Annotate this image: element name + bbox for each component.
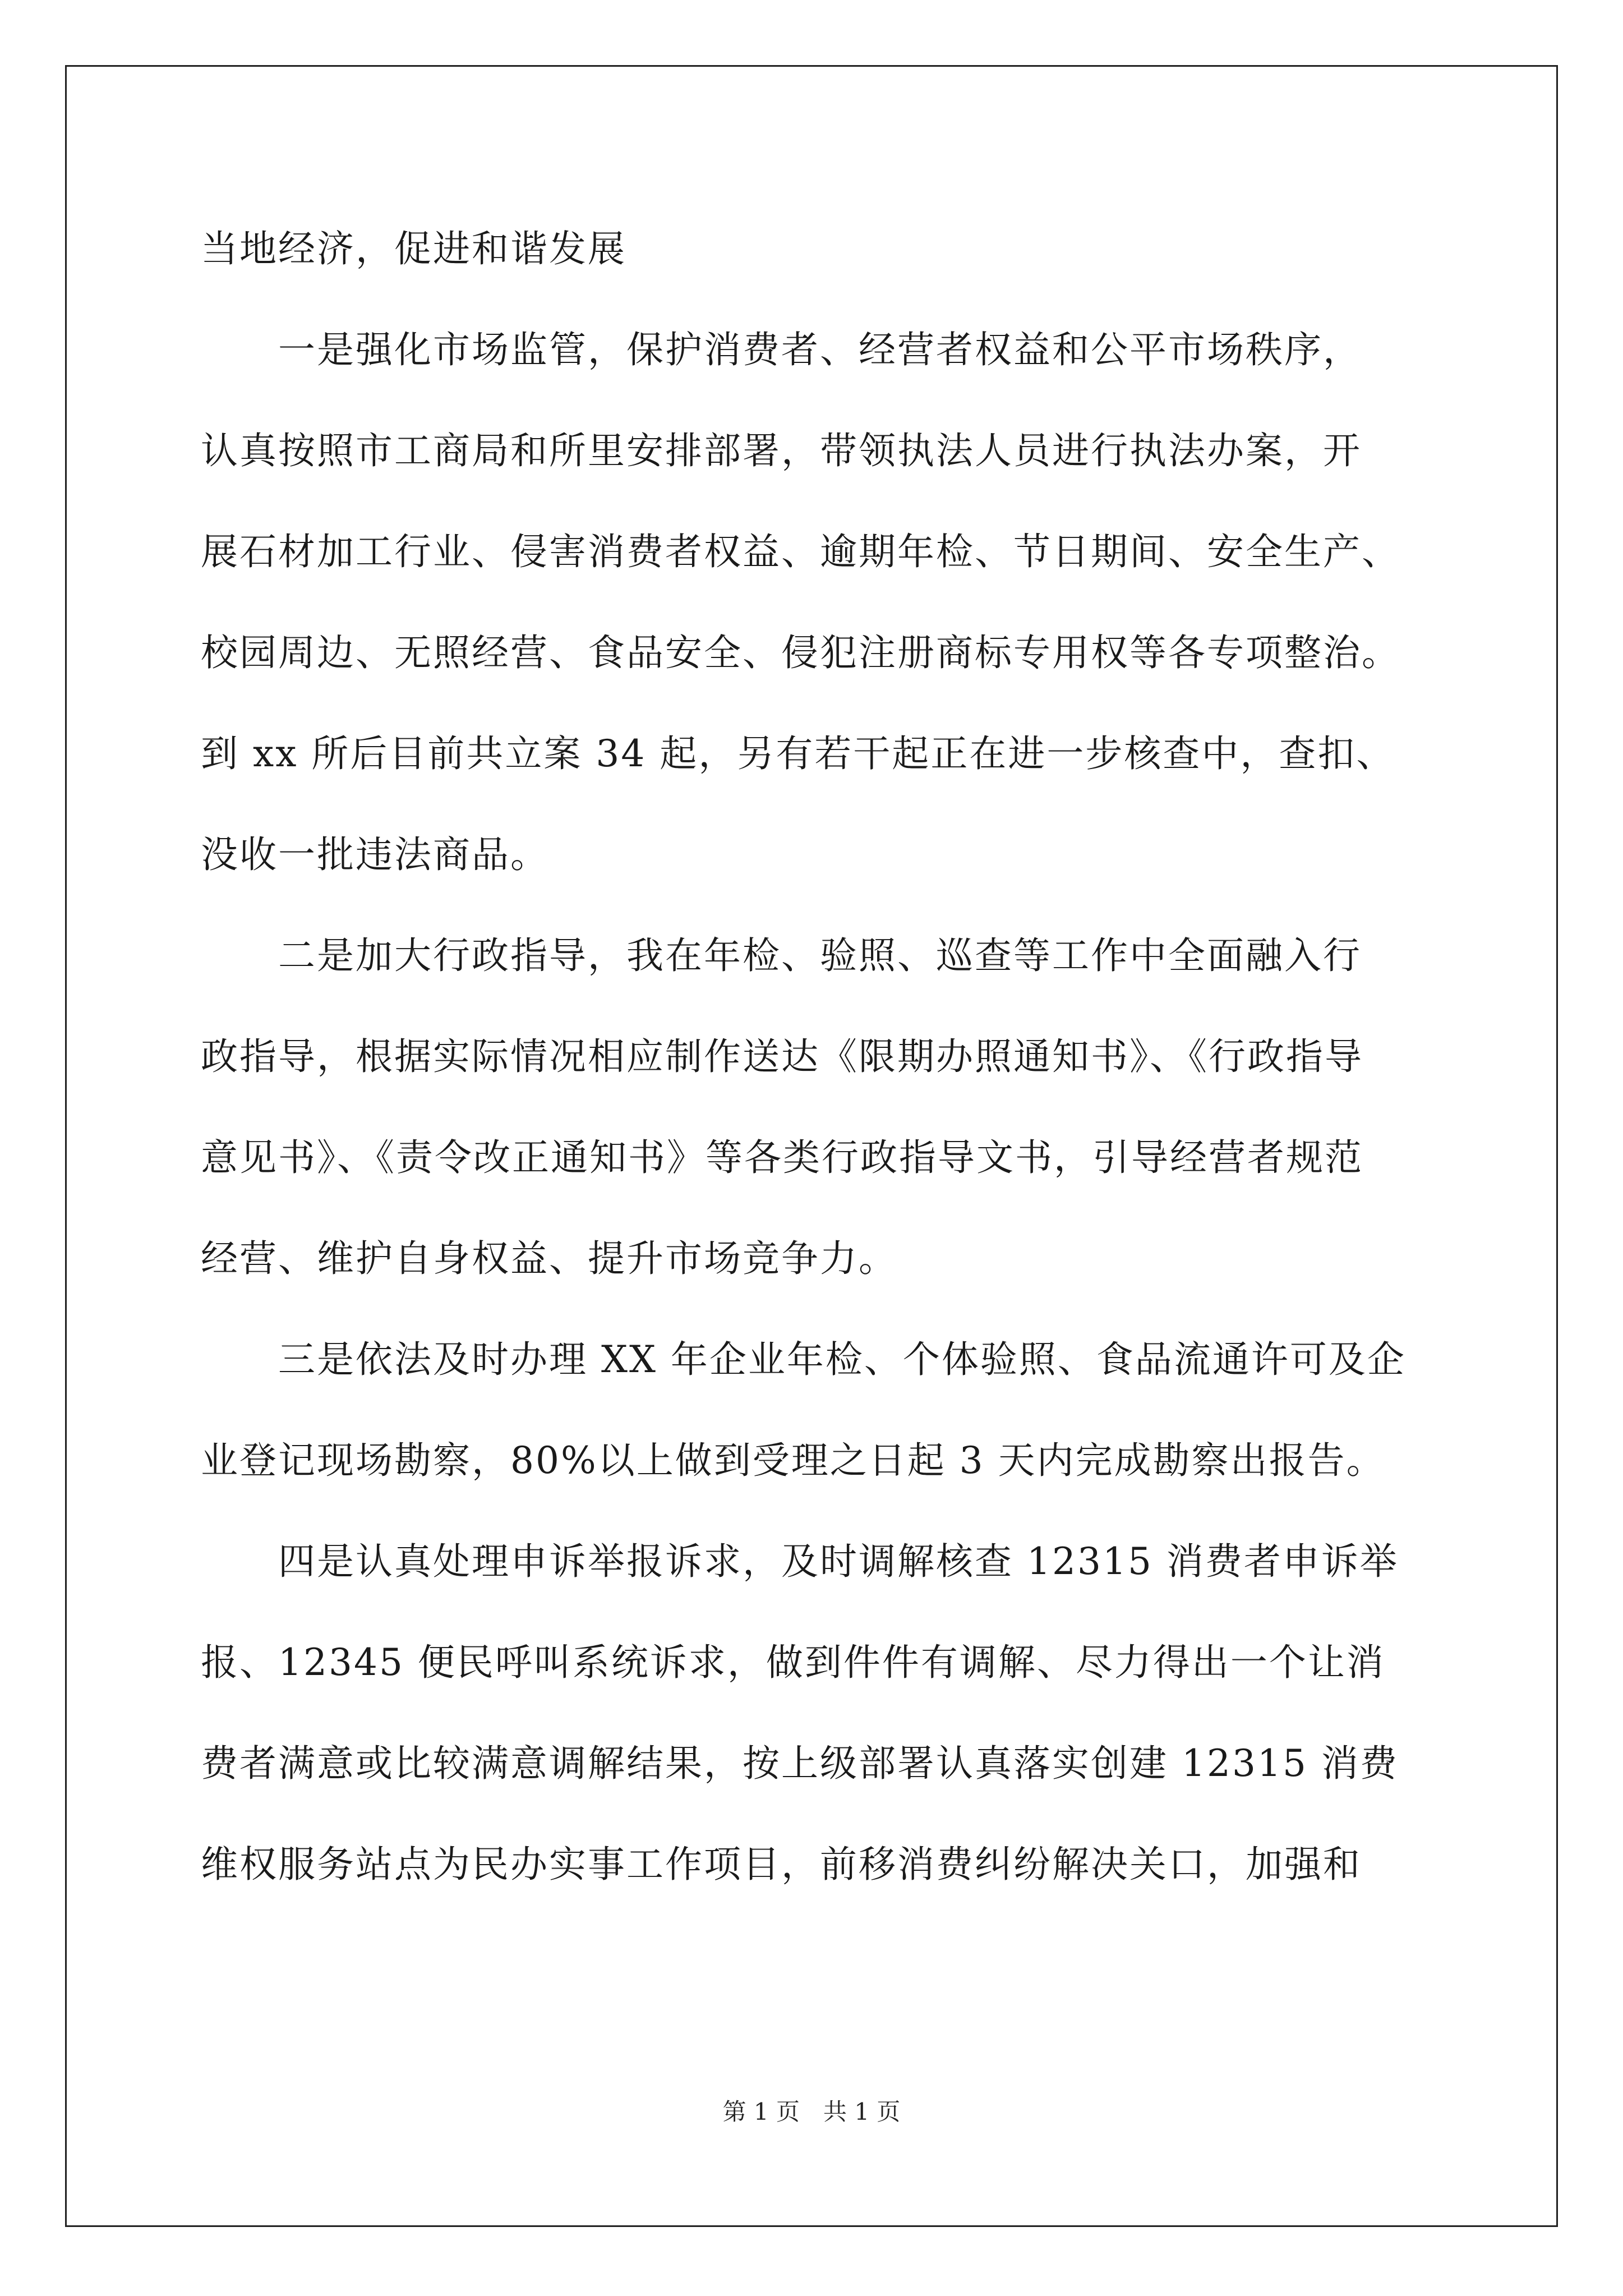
page-footer: 第 1 页 共 1 页 [722,2098,901,2125]
paragraph-line-17: 维权服务站点为民办实事工作项目，前移消费纠纷解决关口，加强和 [201,1843,1362,1886]
paragraph-line-6: 到 xx 所后目前共立案 34 起，另有若干起正在进一步核查中，查扣、 [201,732,1395,775]
paragraph-line-7: 没收一批违法商品。 [201,833,549,876]
paragraph-line-5: 校园周边、无照经营、食品安全、侵犯注册商标专用权等各专项整治。 [201,631,1400,674]
paragraph-line-10: 意见书》、《责令改正通知书》等各类行政指导文书，引导经营者规范 [201,1136,1363,1179]
paragraph-line-2: 一是强化市场监管，保护消费者、经营者权益和公平市场秩序， [201,328,1362,371]
paragraph-line-13: 业登记现场勘察，80%以上做到受理之日起 3 天内完成勘察出报告。 [201,1439,1385,1482]
paragraph-line-3: 认真按照市工商局和所里安排部署，带领执法人员进行执法办案，开 [201,429,1362,472]
paragraph-line-1: 当地经济，促进和谐发展 [201,227,626,270]
paragraph-line-12: 三是依法及时办理 XX 年企业年检、个体验照、食品流通许可及企 [201,1338,1406,1381]
paragraph-line-16: 费者满意或比较满意调解结果，按上级部署认真落实创建 12315 消费 [201,1742,1399,1785]
paragraph-line-14: 四是认真处理申诉举报诉求，及时调解核查 12315 消费者申诉举 [201,1540,1399,1583]
paragraph-line-4: 展石材加工行业、侵害消费者权益、逾期年检、节日期间、安全生产、 [201,530,1400,573]
paragraph-line-15: 报、12345 便民呼叫系统诉求，做到件件有调解、尽力得出一个让消 [201,1641,1385,1684]
paragraph-line-8: 二是加大行政指导，我在年检、验照、巡查等工作中全面融入行 [201,934,1362,977]
paragraph-line-9: 政指导，根据实际情况相应制作送达《限期办照通知书》、《行政指导 [201,1035,1363,1078]
paragraph-line-11: 经营、维护自身权益、提升市场竞争力。 [201,1237,897,1280]
